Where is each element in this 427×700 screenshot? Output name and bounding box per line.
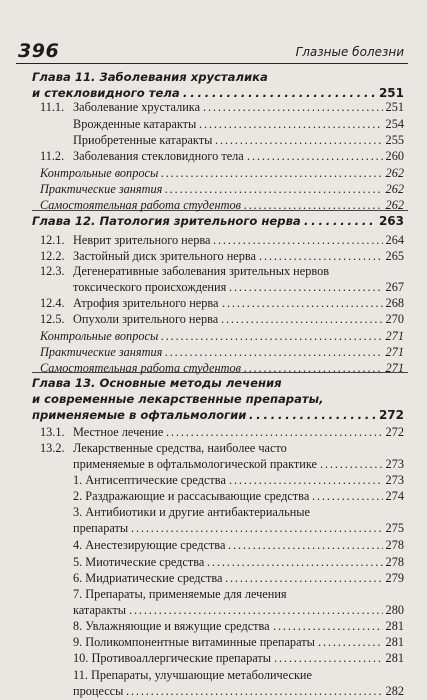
toc-entry-text: 3. Антибиотики и другие антибактериальные <box>73 505 311 519</box>
toc-entry-text: Самостоятельная работа студентов <box>40 361 241 375</box>
toc-entry-text: 10. Противоаллергические препараты <box>73 651 271 665</box>
leader-dots <box>247 148 383 164</box>
toc-page-number: 272 <box>385 425 404 439</box>
toc-entry <box>0 424 427 440</box>
toc-entry <box>0 667 427 683</box>
toc-page-number: 272 <box>378 408 404 422</box>
toc-entry-text: препараты <box>73 521 129 535</box>
leader-dots <box>165 181 383 197</box>
toc-entry <box>0 232 427 248</box>
toc-entry <box>0 132 427 148</box>
chapter-title: и современные лекарственные препараты, <box>32 392 324 406</box>
leader-dots <box>274 650 383 666</box>
toc-entry-text: 11. Препараты, улучшающие метаболические <box>73 668 312 682</box>
toc-entry <box>0 263 427 279</box>
toc-page-number: 262 <box>385 198 404 212</box>
toc-entry-text: 7. Препараты, применяемые для лечения <box>73 587 287 601</box>
toc-entry-text: 4. Анестезирующие средства <box>73 538 226 552</box>
leader-dots <box>207 554 383 570</box>
leader-dots <box>312 488 383 504</box>
toc-entry <box>0 683 427 699</box>
page-number: 396 <box>18 40 60 62</box>
toc-page-number: 267 <box>385 280 404 294</box>
toc-entry <box>0 570 427 586</box>
leader-dots <box>161 328 383 344</box>
toc-page-number: 280 <box>385 603 404 617</box>
toc-entry <box>0 148 427 164</box>
toc-entry-text: Лекарственные средства, наиболее часто <box>73 441 287 455</box>
toc-entry-text: Практические занятия <box>40 345 163 359</box>
toc-entry-text: 1. Антисептические средства <box>73 473 226 487</box>
toc-entry <box>0 618 427 634</box>
toc-page-number: 251 <box>385 100 404 114</box>
toc-entry <box>0 554 427 570</box>
leader-dots <box>221 311 383 327</box>
toc-page-number: 268 <box>385 296 404 310</box>
toc-entry <box>0 472 427 488</box>
toc-chapter-line <box>0 69 427 85</box>
toc-entry <box>0 311 427 327</box>
toc-entry-text: Опухоли зрительного нерва <box>73 312 219 326</box>
toc-entry-text: Неврит зрительного нерва <box>73 233 211 247</box>
toc-entry-number: 13.2. <box>40 441 65 455</box>
toc-entry-text: 6. Мидриатические средства <box>73 571 223 585</box>
toc-entry <box>0 456 427 472</box>
toc-page-number: 270 <box>385 312 404 326</box>
toc-entry-number: 11.1. <box>40 100 65 114</box>
toc-page-number: 260 <box>385 149 404 163</box>
toc-page-number: 264 <box>385 233 404 247</box>
toc-entry <box>0 602 427 618</box>
chapter-title: и стекловидного тела <box>32 86 180 100</box>
leader-dots <box>229 472 383 488</box>
chapter-title: Глава 12. Патология зрительного нерва <box>32 214 301 228</box>
toc-page-number: 271 <box>385 361 404 375</box>
leader-dots <box>244 197 383 213</box>
leader-dots <box>126 683 383 699</box>
toc-page-number: 282 <box>385 684 404 698</box>
toc-entry-number: 12.1. <box>40 233 65 247</box>
page-header <box>16 40 408 62</box>
toc-entry <box>0 440 427 456</box>
toc-page-number: 271 <box>385 329 404 343</box>
toc-entry <box>0 488 427 504</box>
toc-entry <box>0 165 427 181</box>
toc-entry <box>0 537 427 553</box>
toc-entry-text: Застойный диск зрительного нерва <box>73 249 256 263</box>
toc-entry-text: Атрофия зрительного нерва <box>73 296 219 310</box>
toc-entry-text: Дегенеративные заболевания зрительных нервов <box>73 264 330 278</box>
chapter-title: Глава 11. Заболевания хрусталика <box>32 70 268 84</box>
toc-entry-text: Контрольные вопросы <box>40 166 159 180</box>
toc-entry-text: Местное лечение <box>73 425 164 439</box>
toc-entry-text: Врожденные катаракты <box>73 117 197 131</box>
toc-page-number: 274 <box>385 489 404 503</box>
leader-dots <box>213 232 383 248</box>
toc-entry-text: применяемые в офтальмологической практике <box>73 457 317 471</box>
toc-page-number: 278 <box>385 555 404 569</box>
toc-page-number: 263 <box>378 214 404 228</box>
toc-entry <box>0 586 427 602</box>
toc-entry <box>0 99 427 115</box>
leader-dots <box>229 279 383 295</box>
toc-entry-number: 12.4. <box>40 296 65 310</box>
toc-page-number: 255 <box>385 133 404 147</box>
toc-page-number: 262 <box>385 182 404 196</box>
leader-dots <box>222 295 383 311</box>
toc-entry-text: токсического происхождения <box>73 280 227 294</box>
leader-dots <box>304 213 376 229</box>
toc-page-number: 281 <box>385 619 404 633</box>
leader-dots <box>318 634 383 650</box>
toc-page-number: 279 <box>385 571 404 585</box>
chapter-title: применяемые в офтальмологии <box>32 408 247 422</box>
toc-entry-text: 5. Миотические средства <box>73 555 205 569</box>
toc-entry-number: 11.2. <box>40 149 65 163</box>
toc-page-number: 265 <box>385 249 404 263</box>
toc-entry <box>0 328 427 344</box>
toc-page-number: 275 <box>385 521 404 535</box>
toc-entry-number: 12.2. <box>40 249 65 263</box>
toc-entry-text: Заболевания стекловидного тела <box>73 149 244 163</box>
leader-dots <box>199 116 383 132</box>
toc-chapter-line <box>0 391 427 407</box>
leader-dots <box>215 132 383 148</box>
toc-entry <box>0 650 427 666</box>
toc-page-number: 254 <box>385 117 404 131</box>
toc-entry <box>0 279 427 295</box>
leader-dots <box>244 360 383 376</box>
toc-entry-text: Контрольные вопросы <box>40 329 159 343</box>
toc-page-number: 278 <box>385 538 404 552</box>
toc-page-number: 251 <box>378 86 404 100</box>
toc-entry <box>0 520 427 536</box>
toc-entry <box>0 197 427 213</box>
toc-entry-number: 12.3. <box>40 264 65 278</box>
toc-entry <box>0 248 427 264</box>
toc-entry-text: Самостоятельная работа студентов <box>40 198 241 212</box>
toc-page-number: 281 <box>385 635 404 649</box>
leader-dots <box>129 602 383 618</box>
toc-entry-text: 8. Увлажняющие и вяжущие средства <box>73 619 270 633</box>
leader-dots <box>165 344 383 360</box>
toc-entry-text: Заболевание хрусталика <box>73 100 201 114</box>
chapter-title: Глава 13. Основные методы лечения <box>32 376 282 390</box>
toc-entry-text: Приобретенные катаракты <box>73 133 213 147</box>
toc-entry-text: Практические занятия <box>40 182 163 196</box>
leader-dots <box>131 520 383 536</box>
leader-dots <box>203 99 383 115</box>
header-rule <box>16 63 408 64</box>
toc-page-number: 281 <box>385 651 404 665</box>
toc-chapter-line <box>0 375 427 391</box>
toc-chapter-line <box>0 407 427 423</box>
leader-dots <box>249 407 376 423</box>
toc-entry <box>0 181 427 197</box>
toc-page-number: 273 <box>385 457 404 471</box>
toc-entry-text: процессы <box>73 684 124 698</box>
leader-dots <box>228 537 383 553</box>
toc-entry <box>0 360 427 376</box>
toc-entry <box>0 634 427 650</box>
toc-page-number: 262 <box>385 166 404 180</box>
toc-entry <box>0 504 427 520</box>
toc-entry-number: 12.5. <box>40 312 65 326</box>
toc-entry-text: 9. Поликомпонентные витаминные препараты <box>73 635 315 649</box>
leader-dots <box>273 618 383 634</box>
leader-dots <box>320 456 383 472</box>
leader-dots <box>166 424 383 440</box>
toc-entry <box>0 295 427 311</box>
toc-page-number: 271 <box>385 345 404 359</box>
running-title: Глазные болезни <box>295 45 404 59</box>
leader-dots <box>225 570 383 586</box>
toc-entry-number: 13.1. <box>40 425 65 439</box>
toc-entry-text: катаракты <box>73 603 126 617</box>
leader-dots <box>259 248 383 264</box>
toc-entry-text: 2. Раздражающие и рассасывающие средства <box>73 489 310 503</box>
toc-page-number: 273 <box>385 473 404 487</box>
toc-entry <box>0 116 427 132</box>
leader-dots <box>161 165 383 181</box>
toc-entry <box>0 344 427 360</box>
toc-chapter-line <box>0 213 427 229</box>
